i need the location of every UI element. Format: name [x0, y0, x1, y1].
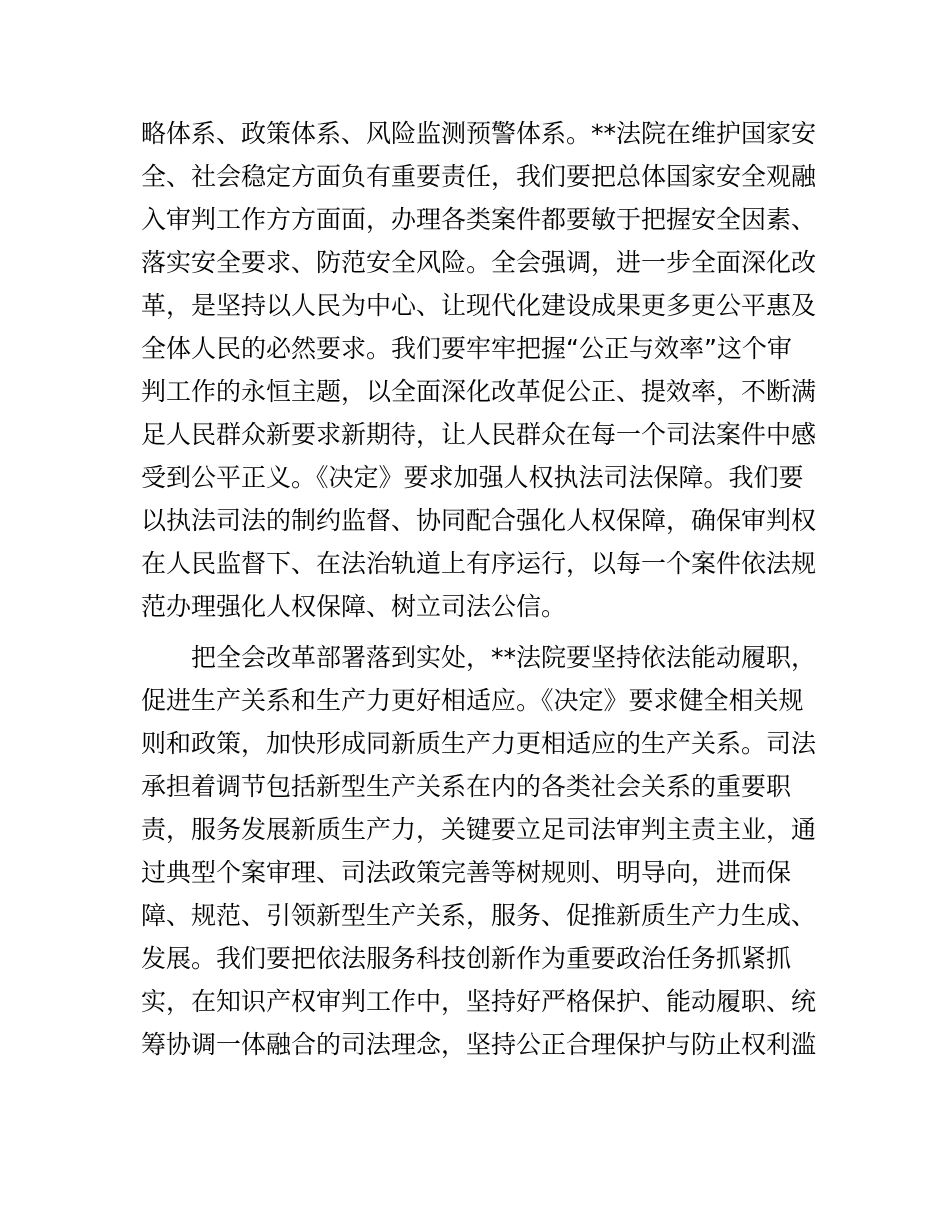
- text-line: 略体系、政策体系、风险监测预警体系。**法院在维护国家安: [141, 119, 817, 148]
- text-line: 落实安全要求、防范安全风险。全会强调，进一步全面深化改: [141, 248, 817, 277]
- text-line: 促进生产关系和生产力更好相适应。《决定》要求健全相关规: [141, 686, 804, 715]
- text-line: 承担着调节包括新型生产关系在内的各类社会关系的重要职: [141, 772, 792, 801]
- text-line: 足人民群众新要求新期待，让人民群众在每一个司法案件中感: [141, 420, 817, 449]
- text-line: 范办理强化人权保障、树立司法公信。: [141, 592, 567, 621]
- text-line: 革，是坚持以人民为中心、让现代化建设成果更多更公平惠及: [141, 291, 817, 320]
- text-line: 入审判工作方方面面，办理各类案件都要敏于把握安全因素、: [141, 205, 817, 234]
- document-body: [141, 112, 817, 1066]
- paragraph-2: [141, 636, 817, 1066]
- text-line: 实，在知识产权审判工作中，坚持好严格保护、能动履职、统: [141, 987, 817, 1016]
- text-line: 筹协调一体融合的司法理念，坚持公正合理保护与防止权利滥: [141, 1030, 817, 1059]
- text-line: 判工作的永恒主题，以全面深化改革促公正、提效率，不断满: [141, 377, 817, 406]
- text-line: 全体人民的必然要求。我们要牢牢把握“公正与效率”这个审: [141, 334, 792, 363]
- paragraph-spacer: [141, 628, 813, 636]
- text-line: 在人民监督下、在法治轨道上有序运行，以每一个案件依法规: [141, 549, 817, 578]
- paragraph-1: [141, 112, 817, 628]
- text-line: 障、规范、引领新型生产关系，服务、促推新质生产力生成、: [141, 901, 817, 930]
- text-line: 以执法司法的制约监督、协同配合强化人权保障，确保审判权: [141, 506, 817, 535]
- text-line: 发展。我们要把依法服务科技创新作为重要政治任务抓紧抓: [141, 944, 792, 973]
- text-line: 过典型个案审理、司法政策完善等树规则、明导向，进而保: [141, 858, 792, 887]
- text-line: 受到公平正义。《决定》要求加强人权执法司法保障。我们要: [141, 463, 804, 492]
- text-line: 则和政策，加快形成同新质生产力更相适应的生产关系。司法: [141, 729, 817, 758]
- text-line: 责，服务发展新质生产力，关键要立足司法审判主责主业，通: [141, 815, 817, 844]
- text-line: 全、社会稳定方面负有重要责任，我们要把总体国家安全观融: [141, 162, 817, 191]
- text-line: 把全会改革部署落到实处，**法院要坚持依法能动履职，: [191, 643, 817, 672]
